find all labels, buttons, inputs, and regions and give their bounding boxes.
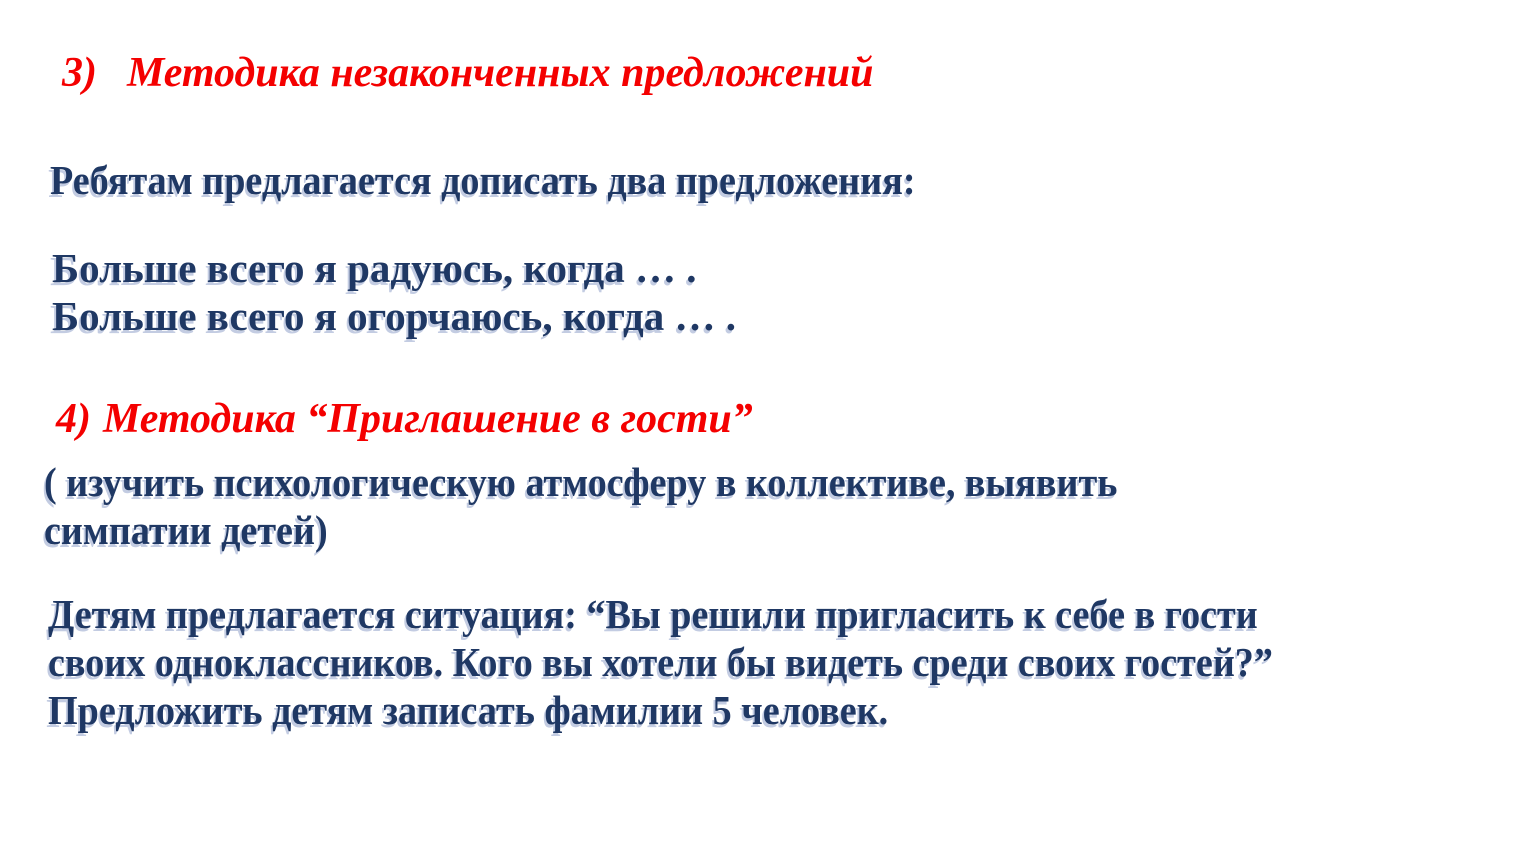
- task-line-1: Детям предлагается ситуация: “Вы решили пригласить к себе в гости: [48, 591, 1258, 637]
- task-line-2: своих одноклассников. Кого вы хотели бы видеть среди своих гостей?”: [48, 639, 1273, 685]
- section-3-heading: [62, 48, 874, 98]
- task-line-3: Предложить детям записать фамилии 5 человек.: [48, 687, 889, 733]
- section-4-title: Методика “Приглашение в гости”: [103, 396, 753, 442]
- purpose-line-1: ( изучить психологическую атмосферу в коллективе, выявить: [44, 459, 1118, 505]
- section-3-intro-paragraph: Ребятам предлагается дописать два предложения:: [50, 157, 916, 203]
- section-4-number: 4): [56, 396, 91, 442]
- section-3-title: Методика незаконченных предложений: [127, 50, 874, 96]
- section-4-heading: [56, 394, 753, 444]
- sentence-line-1: Больше всего я радуюсь, когда … .: [52, 245, 697, 291]
- section-3-sentences: [52, 244, 736, 340]
- section-3-number: 3): [62, 50, 97, 96]
- purpose-line-2: симпатии детей): [44, 507, 328, 553]
- section-4-task-paragraph: [48, 590, 1273, 734]
- sentence-line-2: Больше всего я огорчаюсь, когда … .: [52, 293, 736, 339]
- section-4-purpose-paragraph: [44, 458, 1117, 554]
